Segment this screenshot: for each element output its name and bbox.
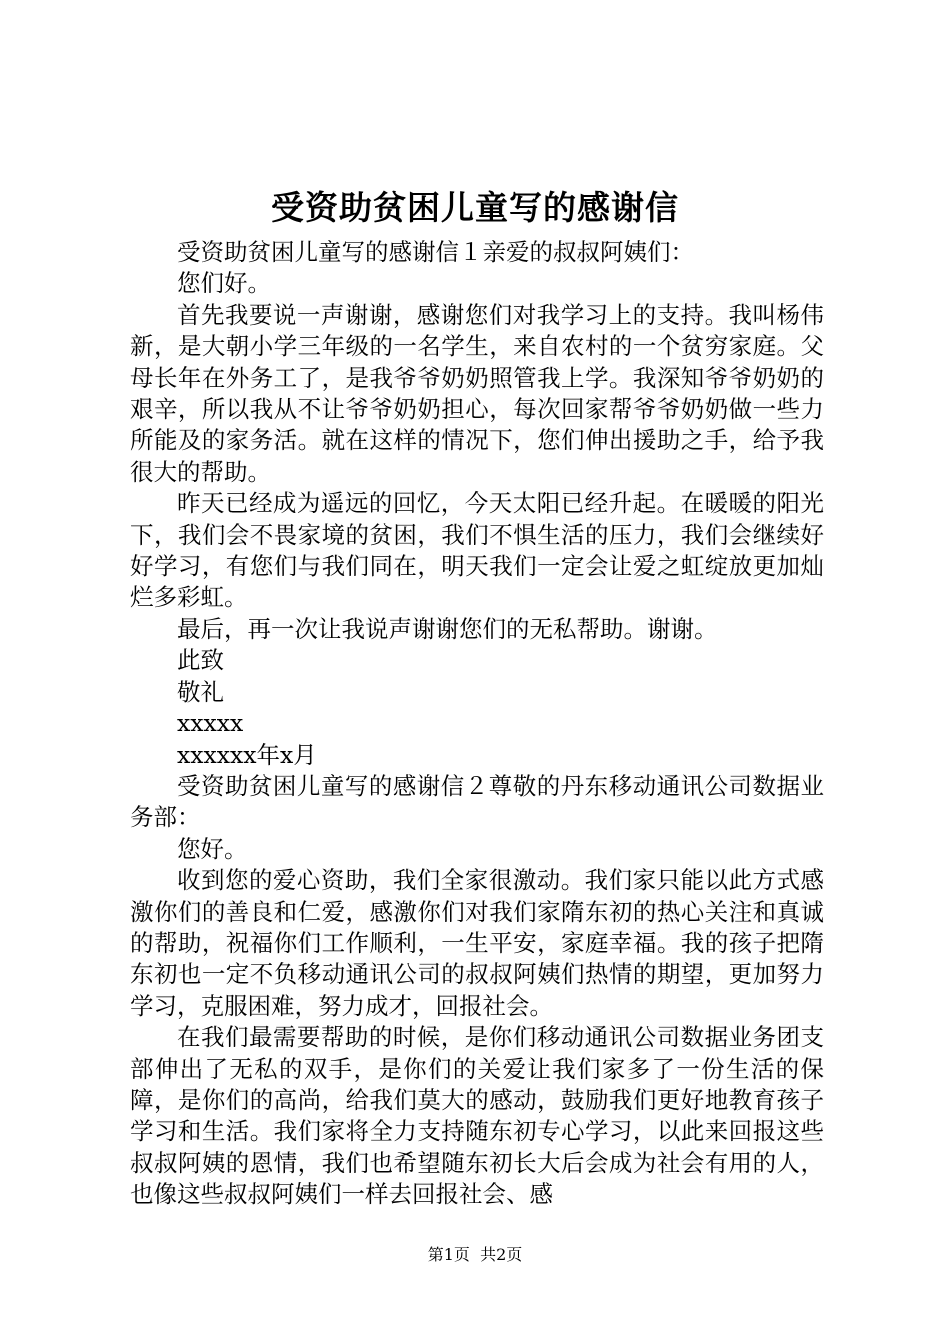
document-title: 受资助贫困儿童写的感谢信 [271, 188, 679, 227]
paragraph-greeting-2: 受资助贫困儿童写的感谢信２尊敬的丹东移动通讯公司数据业务部： [130, 771, 824, 832]
paragraph-greeting-1: 受资助贫困儿童写的感谢信１亲爱的叔叔阿姨们： [177, 238, 694, 266]
paragraph-thanks-1: 首先我要说一声谢谢，感谢您们对我学习上的支持。我叫杨伟新，是大朝小学三年级的一名学生，来自农村的一个贫穷家庭。父母长年在外务工了，是我爷爷奶奶照管我上学。我深知爷爷奶奶的艰辛，所以我从不让爷爷奶奶担心，每次回家帮爷爷奶奶做一些力所能及的家务活。就在这样的情况下，您们伸出援助之手，给予我很大的帮助。 [130, 300, 824, 486]
page-footer: 第1页 共2页 [427, 1245, 523, 1264]
paragraph-regards: 敬礼 [177, 677, 224, 706]
document-body [130, 237, 824, 1211]
paragraph-closing-1: 最后，再一次让我说声谢谢您们的无私帮助。谢谢。 [177, 614, 718, 643]
paragraph-hello-1: 您们好。 [177, 269, 271, 298]
paragraph-signature: xxxxx [177, 709, 244, 738]
paragraph-future-1: 昨天已经成为遥远的回忆，今天太阳已经升起。在暖暖的阳光下，我们会不畏家境的贫困，我们不惧生活的压力，我们会继续好好学习，有您们与我们同在，明天我们一定会让爱之虹绽放更加灿烂多彩虹。 [130, 489, 824, 612]
paragraph-thanks-2: 收到您的爱心资助，我们全家很激动。我们家只能以此方式感激你们的善良和仁爱，感激你们对我们家隋东初的热心关注和真诚的帮助，祝福你们工作顺利，一生平安，家庭幸福。我的孩子把隋东初也一定不负移动通讯公司的叔叔阿姨们热情的期望，更加努力学习，克服困难，努力成才，回报社会。 [130, 866, 824, 1020]
paragraph-date: xxxxxx年x月 [177, 740, 317, 769]
paragraph-support-2: 在我们最需要帮助的时候，是你们移动通讯公司数据业务团支部伸出了无私的双手，是你们的关爱让我们家多了一份生活的保障，是你们的高尚，给我们莫大的感动，鼓励我们更好地教育孩子学习和生活。我们家将全力支持随东初专心学习，以此来回报这些叔叔阿姨的恩情，我们也希望随东初长大后会成为社会有用的人，也像这些叔叔阿姨们一样去回报社会、感 [130, 1023, 824, 1209]
paragraph-salutation: 此致 [177, 646, 224, 675]
paragraph-hello-2: 您好。 [177, 834, 248, 863]
